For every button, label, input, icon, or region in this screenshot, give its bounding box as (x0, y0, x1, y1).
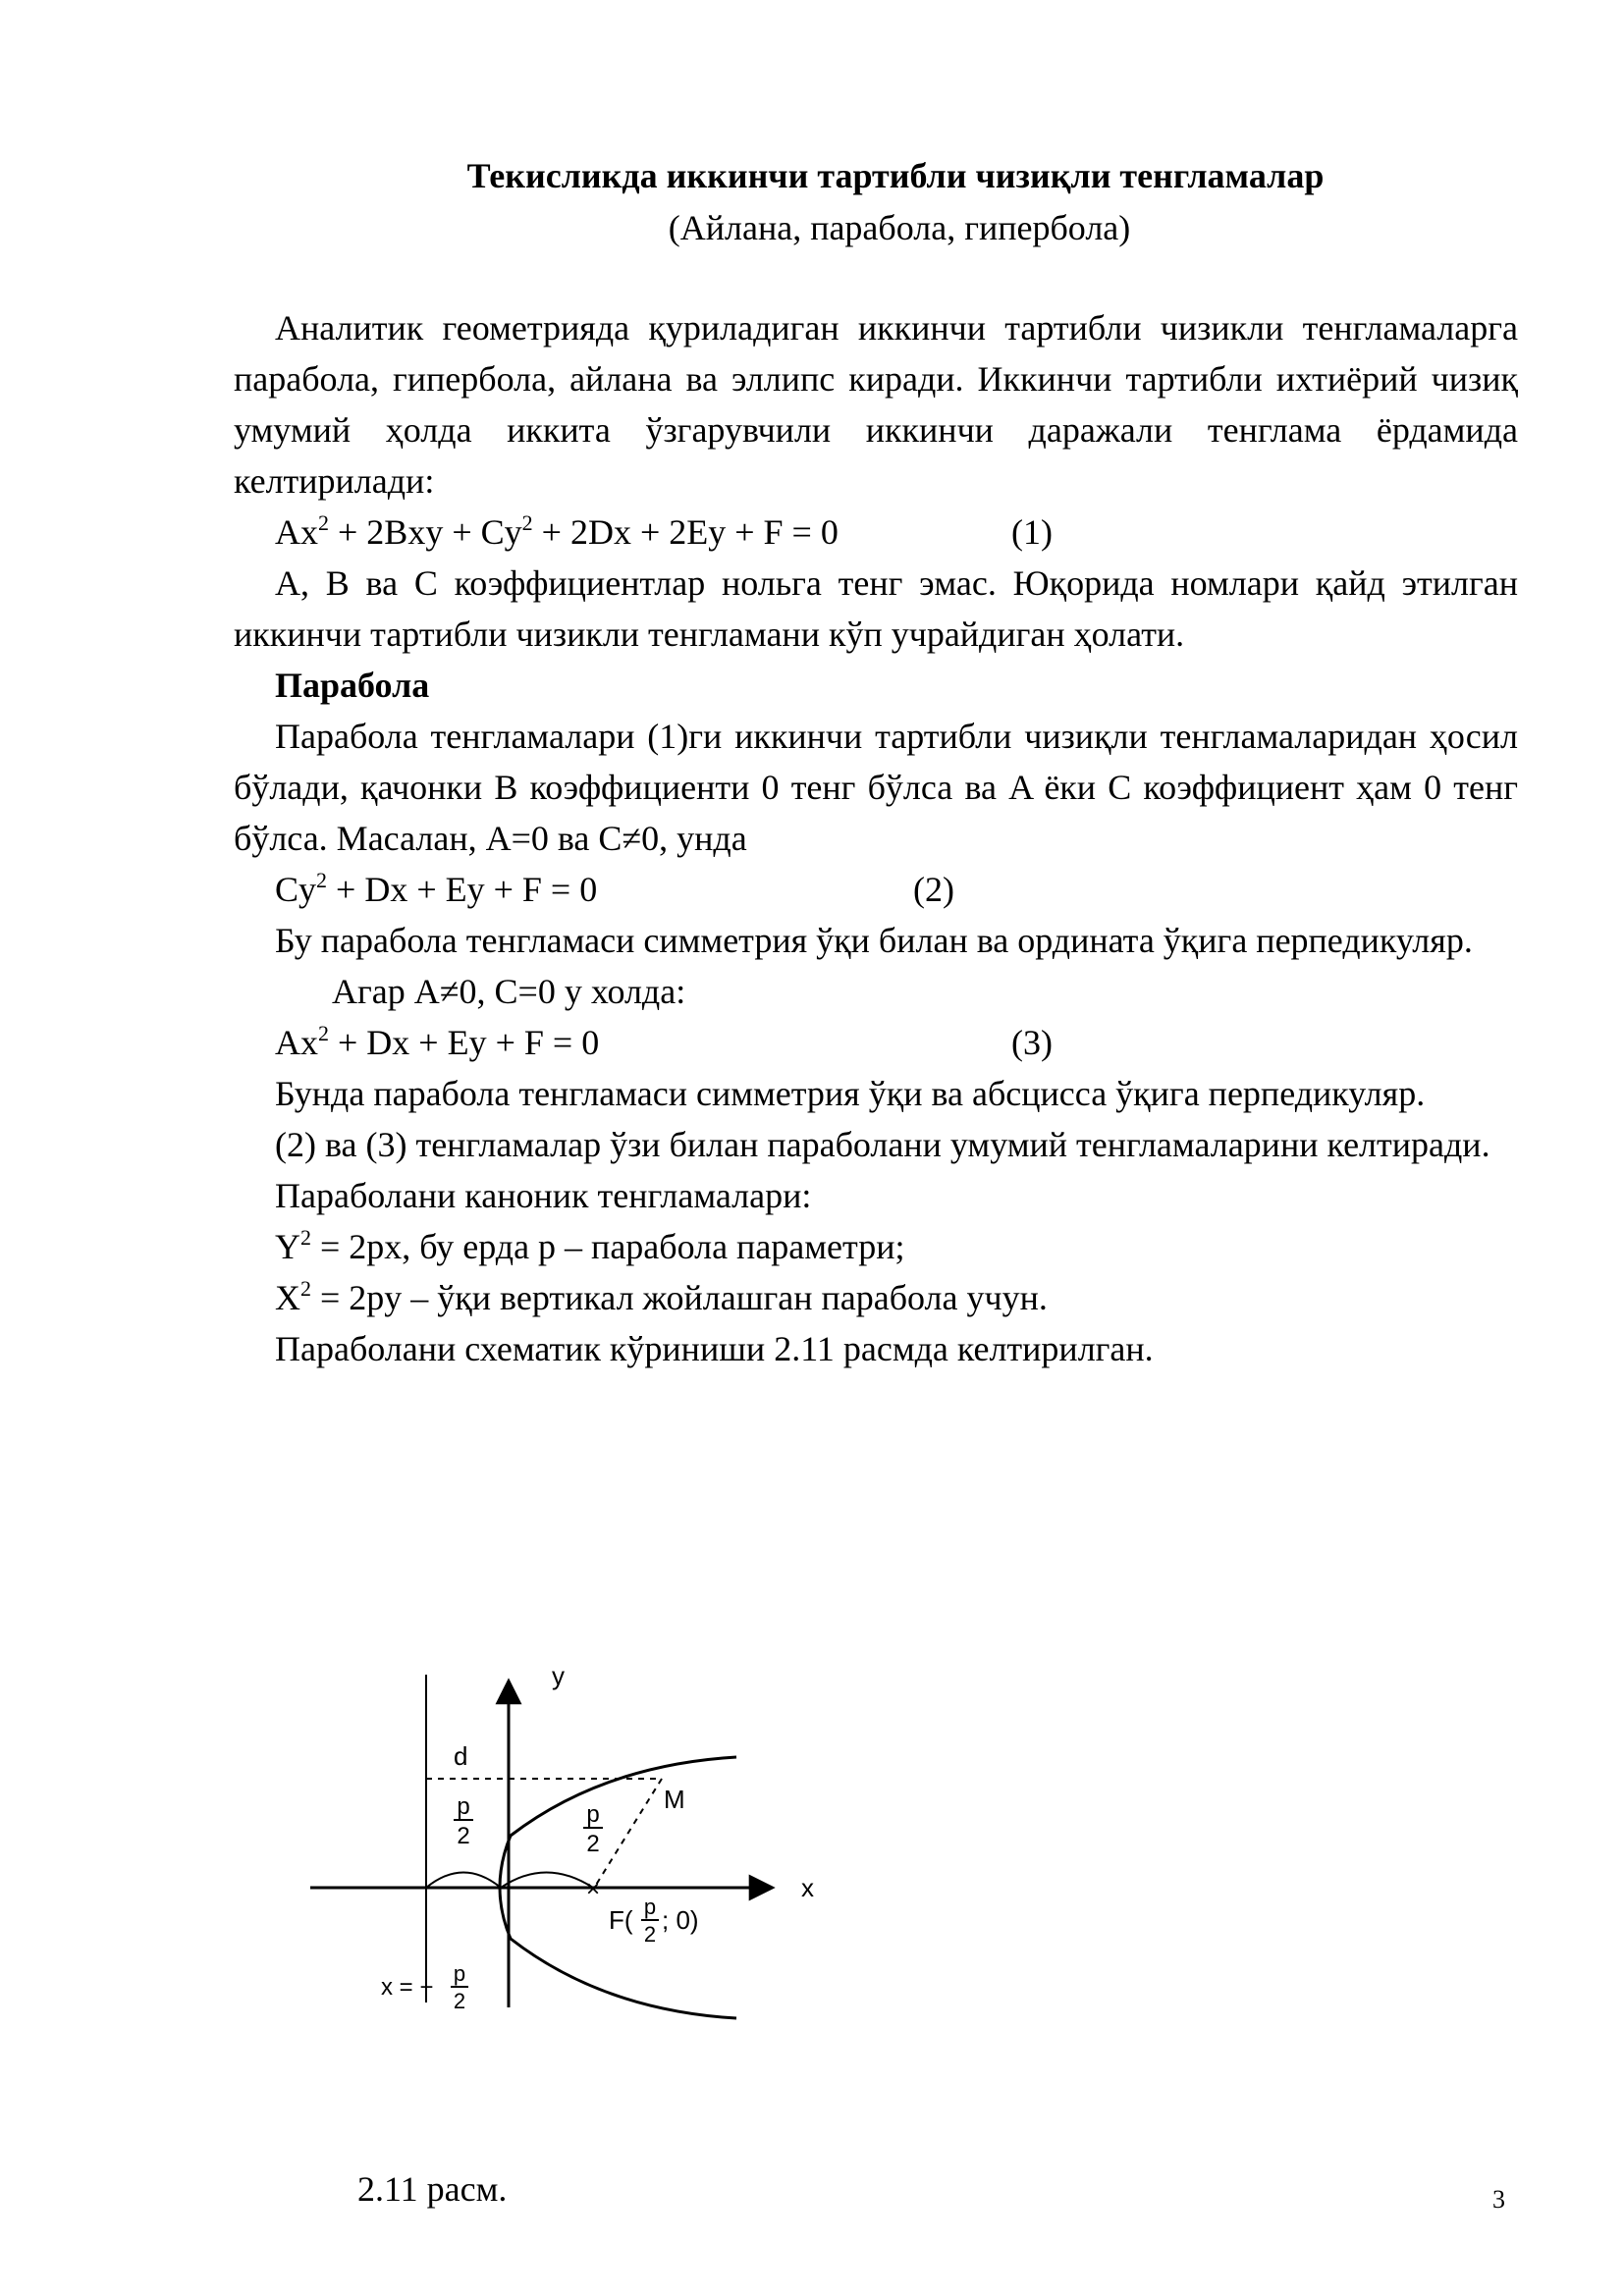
section-heading-parabola: Парабола (275, 666, 430, 705)
paragraph-intro: Аналитик геометрияда қуриладиган иккинчи тартибли чизикли тенгламаларга парабола, гипербола, айлана ва эллипс киради. Иккинчи тартибли ихтиёрий чизиқ умумий ҳолда иккита ўзгарувчили иккинчи даражали тенглама ёрдамида келтирилади: (234, 308, 1518, 501)
directrix-label-prefix: x = − (381, 1974, 434, 2001)
parabola-diagram (295, 1649, 844, 2042)
fraction-numerator: p (453, 1961, 466, 1986)
equation-number: (3) (1011, 1023, 1053, 1062)
canonical-equation-1 (234, 1221, 1518, 1272)
page-number: 3 (1492, 2185, 1505, 2214)
equation-2 (234, 864, 1518, 915)
equation-text: + Dx + Ey + F = 0 (327, 870, 598, 909)
equation-text: Ax (275, 1023, 318, 1062)
equation-1 (234, 507, 1518, 558)
figure-caption: 2.11 расм. (357, 2169, 508, 2209)
paragraph-abscissa: Бунда парабола тенгламаси симметрия ўқи ва абсцисса ўқига перпедикуляр. (275, 1074, 1426, 1113)
paragraph-general: (2) ва (3) тенгламалар ўзи билан параболани умумий тенгламаларини келтиради. (275, 1125, 1490, 1164)
y-axis-label: y (552, 1661, 565, 1690)
fraction-denominator: 2 (453, 1989, 466, 2013)
superscript: 2 (318, 510, 329, 535)
x-axis-label: x (801, 1873, 814, 1902)
superscript: 2 (300, 1225, 311, 1250)
equation-number: (2) (913, 870, 954, 909)
equation-text: + 2Dx + 2Ey + F = 0 (532, 512, 839, 552)
fraction-denominator: 2 (643, 1922, 657, 1947)
equation-number: (1) (1011, 512, 1053, 552)
equation-text: = 2py – ўқи вертикал жойлашган парабола учун. (311, 1278, 1048, 1317)
equation-text: = 2px, бу ерда p – парабола параметри; (311, 1227, 905, 1266)
paragraph-condition: Агар A≠0, C=0 у холда: (332, 972, 686, 1011)
distance-d-label: d (454, 1741, 468, 1771)
paragraph-figure-reference: Параболани схематик кўриниши 2.11 расмда келтирилган. (275, 1329, 1154, 1368)
paragraph-parabola-definition: Парабола тенгламалари (1)ги иккинчи тартибли чизиқли тенгламаларидан ҳосил бўлади, қачонки B коэффициенти 0 тенг бўлса ва A ёки C коэффициент ҳам 0 тенг бўлса. Масалан, A=0 ва C≠0, унда (234, 717, 1518, 858)
fraction-numerator: p (457, 1793, 470, 1820)
focal-radius-line (593, 1779, 662, 1890)
equation-text: Y (275, 1227, 300, 1266)
fraction-numerator: p (586, 1801, 600, 1828)
focus-label-prefix: F( (609, 1905, 633, 1935)
superscript: 2 (300, 1276, 311, 1301)
equation-text: + 2Bxy + Cy (329, 512, 522, 552)
paragraph-canonical-heading: Параболани каноник тенгламалари: (275, 1176, 812, 1215)
fraction-numerator: p (643, 1895, 657, 1919)
paragraph-ordinate: Бу парабола тенгламаси симметрия ўқи билан ва ордината ўқига перпедикуляр. (275, 921, 1473, 960)
canonical-equation-2 (234, 1272, 1518, 1323)
arc-right (501, 1873, 593, 1889)
focus-label-suffix: ; 0) (662, 1905, 699, 1935)
fraction-denominator: 2 (586, 1831, 600, 1857)
focus-point-marker: × (585, 1876, 601, 1902)
page-subtitle: (Айлана, парабола, гипербола) (668, 208, 1131, 247)
point-m-label: M (664, 1785, 685, 1814)
equation-text: + Dx + Ey + F = 0 (329, 1023, 600, 1062)
superscript: 2 (521, 510, 533, 535)
arc-left (426, 1873, 501, 1889)
page-title: Текисликда иккинчи тартибли чизиқли тенгламалар (466, 156, 1325, 195)
fraction-denominator: 2 (457, 1823, 470, 1849)
paragraph-coefficients: A, B ва C коэффициентлар нольга тенг эмас. Юқорида номлари қайд этилган иккинчи тартибли чизикли тенгламани кўп учрайдиган ҳолати. (234, 563, 1518, 654)
equation-text: X (275, 1278, 300, 1317)
equation-text: Ax (275, 512, 318, 552)
equation-text: Cy (275, 870, 317, 909)
superscript: 2 (318, 1021, 329, 1045)
document-body (234, 302, 1518, 1374)
superscript: 2 (316, 868, 328, 892)
equation-3 (234, 1017, 1518, 1068)
